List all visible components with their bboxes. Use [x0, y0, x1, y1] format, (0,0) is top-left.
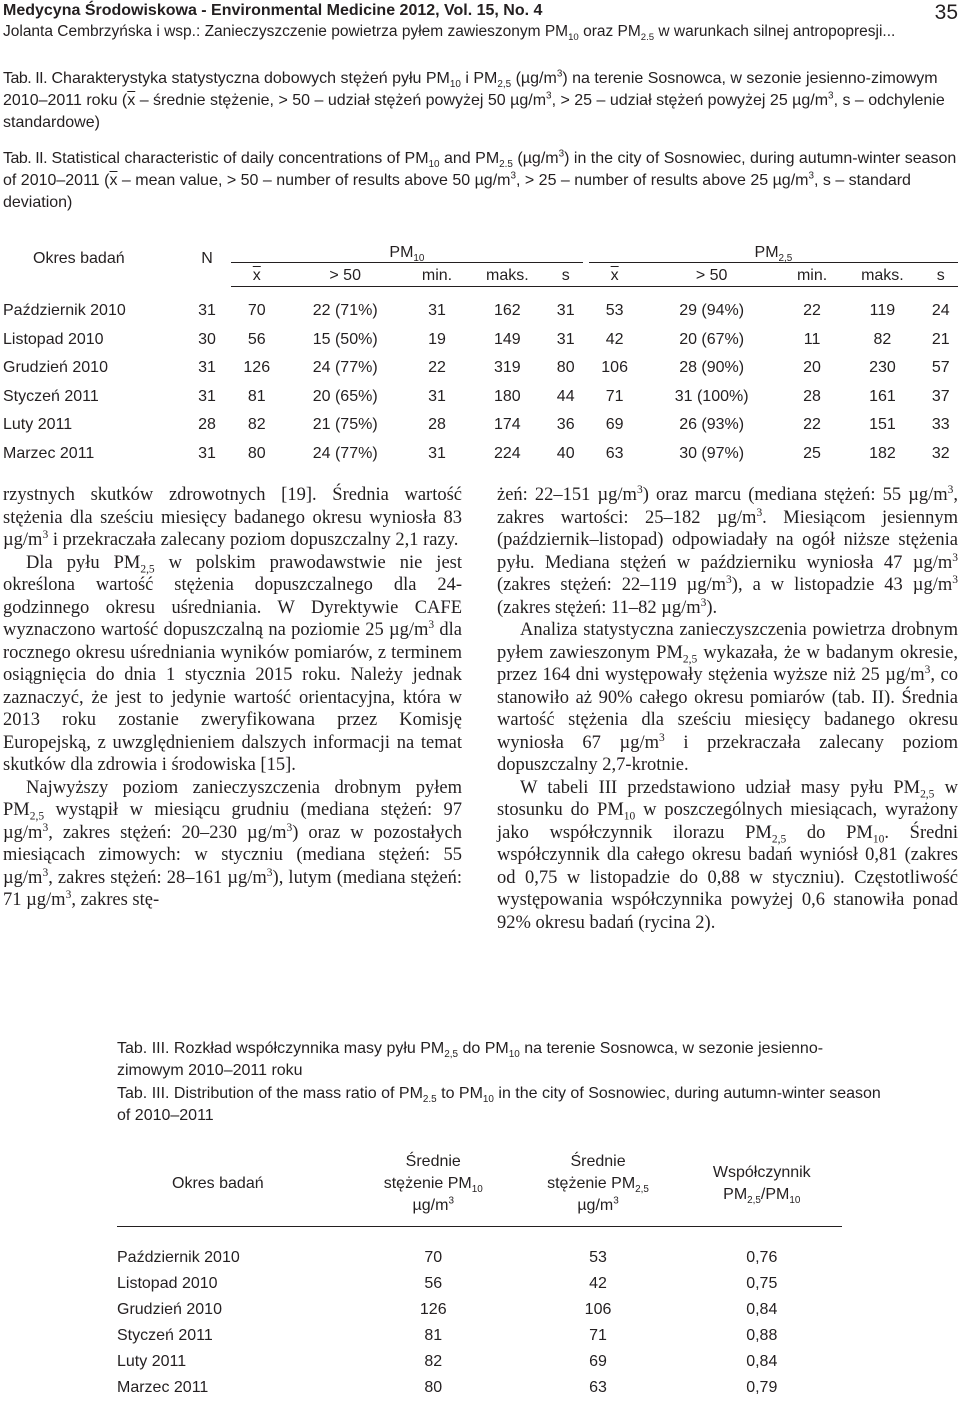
paragraph: Dla pyłu $PM_{2,5}$ w polskim prawodawstwie nie jest określona wartość stężenia dopuszczalnego dla 24-godzinnego okresu uśredniania. W Dyrektywie CAFE wyznaczono wartość dopuszczalną na poziomie 25 $\mu g/m^3$ dla rocznego okresu uśredniania wyników pomiarów, z terminem osiągnięcia do dnia 1 stycznia 2015 roku. Należy jednak zaznaczyć, że jest to jedynie wartość orientacyjna, która w 2013 roku zostanie zweryfikowana przez Komisję Europejską, z uwzględnieniem dalszych informacji na temat skutków dla zdrowia i środowiska [15].	[3, 552, 463, 775]
table-row: Listopad 2010 56 42 0,75	[117, 1275, 778, 1292]
table3	[117, 1142, 842, 1401]
table-row: Styczeń 2011 81 71 0,88	[117, 1327, 778, 1344]
table3-label: Tab. III.	[117, 1040, 170, 1057]
table-row: Listopad 2010 30 56 15 (50%) 19 149 31 42 20 (67%) 11 82 21	[3, 330, 950, 348]
table2-label-en: Tab. II.	[3, 150, 48, 167]
table-row: Marzec 2011 80 63 0,79	[117, 1379, 778, 1396]
table-row: Październik 2010 31 70 22 (71%) 31 162 31 53 29 (94%) 22 119 24	[3, 302, 950, 320]
table-row: Marzec 2011 31 80 24 (77%) 31 224 40 63 30 (97%) 25 182 32	[3, 444, 950, 462]
table2-subcol-min: min.	[408, 263, 466, 287]
running-header	[3, 2, 960, 50]
table3-label-en: Tab. III.	[117, 1085, 170, 1102]
table-row: Styczeń 2011 31 81 20 (65%) 31 180 44 71 31 (100%) 28 161 37	[3, 387, 950, 405]
running-authors: Jolanta Cembrzyńska i wsp.: Zanieczyszczenie powietrza pyłem zawieszonym $PM_{10}$ oraz $PM_{2.5}$ w warunkach silnej antropopresji...	[3, 23, 896, 44]
table2-col-period: Okres badań	[33, 250, 125, 268]
table2-caption-pl: Tab. II. Charakterystyka statystyczna dobowych stężeń pyłu $PM_{10}$ i $PM_{2,5}$ $(\mu g/m^3)$ na terenie Sosnowca, w sezonie jesienno-zimowym 2010–2011 roku ($\overline{x}$ – średnie stężenie, > 50 – udział stężeń powyżej 50 $\mu g/m^3$, > 25 – udział stężeń powyżej 25 $\mu g/m^3$, s – odchylenie standardowe)	[3, 68, 945, 131]
table2-subcol-max-2: maks.	[841, 263, 923, 287]
table2-col-n: N	[201, 250, 213, 268]
table2-subcol-gt: > 50	[283, 263, 408, 287]
table3-col-period: Okres badań	[117, 1142, 352, 1227]
table-row: Październik 2010 70 53 0,76	[117, 1249, 778, 1266]
table2-caption-en: Tab. II. Statistical characteristic of daily concentrations of $PM_{10}$ and $PM_{2.5}$ $(\mu g/m^3)$ in the city of Sosnowiec, during autumn-winter season of 2010–2011 ($\overline{x}$ – mean value, > 50 – number of results above 50 $\mu g/m^3$, > 25 – number of results above 25 $\mu g/m^3$, s – standard deviation)	[3, 148, 957, 211]
paragraph: Najwyższy poziom zanieczyszczenia drobnym pyłem $PM_{2,5}$ wystąpił w miesiącu grudniu (mediana stężeń: 97 $\mu g/m^3$, zakres stężeń: 20–230 $\mu g/m^3$) oraz w pozostałych miesiącach zimowych: w styczniu (mediana stężeń: 55 $\mu g/m^3$, zakres stężeń: 28–161 $\mu g/m^3$), lutym (mediana stężeń: 71 $\mu g/m^3$, zakres stę-	[3, 777, 463, 910]
table2-subcol-mean-2: $\overline{x}$	[589, 263, 641, 287]
table3-col-ratio: Współczynnik $PM_{2,5}/PM_{10}$	[682, 1142, 842, 1227]
table2-subcol-gt-2: > 50	[640, 263, 782, 287]
table-row: Grudzień 2010 31 126 24 (77%) 22 319 80 106 28 (90%) 20 230 57	[3, 359, 950, 377]
paragraph: Analiza statystyczna zanieczyszczenia powietrza drobnym pyłem zawieszonym $PM_{2,5}$ wykazała, że w badanym okresie, przez 164 dni występowały stężenia wyższe niż 25 $\mu g/m^3$, co stanowiło aż 90% całego okresu pomiarów (tab. II). Średnia wartość stężenia dla sześciu miesięcy badanego okresu wyniosła 67 $\mu g/m^3$ i przekraczała zalecany poziom dopuszczalny 2,7-krotnie.	[497, 620, 958, 775]
paragraph: rzystnych skutków zdrowotnych [19]. Średnia wartość stężenia dla sześciu miesięcy badanego okresu wyniosła 83 $\mu g/m^3$ i przekraczała zalecany poziom dopuszczalny 2,1 razy.	[3, 485, 462, 550]
table2-group-pm25: $PM_{2,5}$	[589, 232, 958, 263]
page-number: 35	[934, 1, 958, 24]
table3-col-pm10: Średnie stężenie $PM_{10}$ $\mu g/m^3$	[352, 1142, 515, 1227]
table-row: Grudzień 2010 126 106 0,84	[117, 1301, 778, 1318]
paragraph: W tabeli III przedstawiono udział masy pyłu $PM_{2,5}$ w stosunku do $PM_{10}$ w poszczególnych miesiącach, wyrażony jako współczynnik ilorazu $PM_{2,5}$ do $PM_{10}$. Średni współczynnik dla całego okresu badań wyniósł 0,81 (zakres od 0,75 w listopadzie do 0,88 w styczniu). Częstotliwość występowania współczynnika powyżej 0,6 stanowiła ponad 92% okresu badań (rycina 2).	[497, 777, 958, 933]
table-row: Luty 2011 82 69 0,84	[117, 1353, 778, 1370]
table3-caption-en: Tab. III. Distribution of the mass ratio of $PM_{2.5}$ to $PM_{10}$ in the city of Sosnowiec, during autumn-winter season of 2010–2011	[117, 1085, 881, 1124]
table2-subcol-mean: $\overline{x}$	[231, 263, 283, 287]
paragraph: żeń: 22–151 $\mu g/m^3$) oraz marcu (mediana stężeń: 55 $\mu g/m^3$, zakres wartości: 25–182 $\mu g/m^3$. Miesiącom jesiennym (październik–listopad) odpowiadały na ogół niższe stężenia pyłu. Mediana stężeń w październiku wyniosła 47 $\mu g/m^3$ (zakres stężeń: 22–119 $\mu g/m^3$), a w listopadzie 43 $\mu g/m^3$ (zakres stężeń: 11–82 $\mu g/m^3$).	[497, 483, 958, 618]
body-column-right	[497, 484, 958, 934]
table3-col-pm25: Średnie stężenie $PM_{2,5}$ $\mu g/m^3$	[515, 1142, 682, 1227]
table2	[3, 232, 958, 468]
table2-subcol-min-2: min.	[783, 263, 841, 287]
body-column-left	[3, 484, 462, 912]
table3-caption-pl: Tab. III. Rozkład współczynnika masy pyłu $PM_{2,5}$ do $PM_{10}$ na terenie Sosnowca, w sezonie jesienno-zimowym 2010–2011 roku	[117, 1040, 824, 1079]
table-row: Luty 2011 28 82 21 (75%) 28 174 36 69 26 (93%) 22 151 33	[3, 416, 950, 434]
table2-subcol-s-2: s	[924, 263, 958, 287]
table2-group-pm10: $PM_{10}$	[231, 232, 583, 263]
journal-title: Medycyna Środowiskowa - Environmental Medicine 2012, Vol. 15, No. 4	[3, 2, 543, 19]
table2-subcol-max: maks.	[466, 263, 548, 287]
table2-subcol-s: s	[549, 263, 583, 287]
table2-label: Tab. II.	[3, 70, 48, 87]
